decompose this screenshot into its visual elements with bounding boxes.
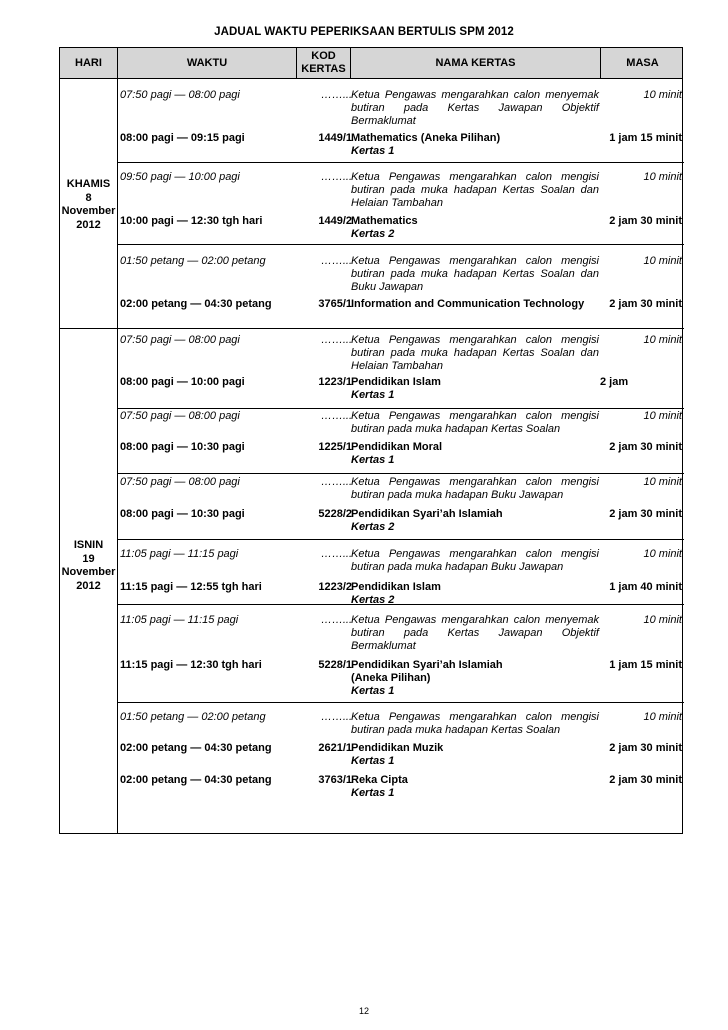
page-number: 12 — [358, 1006, 369, 1016]
paper-part: Kertas 2 — [351, 594, 395, 607]
day-separator — [60, 328, 117, 329]
column-divider — [296, 48, 297, 79]
waktu-cell: 07:50 pagi — 08:00 pagi — [120, 89, 240, 101]
paper-name: Pendidikan Islam — [351, 376, 441, 388]
header-masa: MASA — [626, 56, 659, 69]
row-separator — [117, 328, 684, 329]
waktu-cell: 07:50 pagi — 08:00 pagi — [120, 476, 240, 488]
day-year: 2012 — [76, 218, 101, 231]
paper-name: Pendidikan Syari’ah Islamiah — [351, 508, 503, 520]
masa-cell: 10 minit — [643, 334, 682, 346]
kod-cell: 3765/1 — [318, 298, 352, 310]
masa-cell: 1 jam 40 minit — [609, 581, 682, 593]
waktu-cell: 02:00 petang — 04:30 petang — [120, 742, 272, 754]
table-header — [60, 48, 682, 79]
kod-cell: ……... — [320, 711, 352, 723]
header-kod-line2: KERTAS — [301, 63, 346, 75]
waktu-cell: 11:05 pagi — 11:15 pagi — [120, 614, 239, 626]
masa-cell: 1 jam 15 minit — [609, 132, 682, 144]
masa-cell: 10 minit — [643, 410, 682, 422]
kod-cell: ……... — [320, 255, 352, 267]
column-divider — [117, 48, 118, 833]
kod-cell: 1225/1 — [318, 441, 352, 453]
paper-part: Kertas 1 — [351, 389, 395, 402]
kod-cell: ……... — [320, 548, 352, 560]
kod-cell: 5228/1 — [318, 659, 352, 671]
kod-cell: ……... — [320, 410, 352, 422]
day-name: ISNIN — [73, 539, 104, 551]
paper-part: Kertas 1 — [351, 454, 395, 467]
day-date: 8 — [85, 191, 92, 204]
paper-name: Pendidikan Syari’ah Islamiah — [351, 659, 503, 671]
nama-cell: Ketua Pengawas mengarahkan calon mengisi butiran pada muka hadapan Buku Jawapan — [351, 548, 599, 574]
waktu-cell: 11:15 pagi — 12:55 tgh hari — [120, 581, 262, 593]
header-hari: HARI — [75, 56, 102, 69]
row-separator — [117, 539, 684, 540]
kod-cell: 1449/2 — [318, 215, 352, 227]
paper-variant: (Aneka Pilihan) — [351, 672, 431, 685]
nama-cell: Information and Communication Technology — [351, 298, 585, 310]
row-separator — [117, 244, 684, 245]
column-divider — [350, 48, 351, 79]
nama-cell — [351, 132, 599, 158]
nama-cell — [351, 742, 599, 768]
header-nama-kertas: NAMA KERTAS — [435, 56, 516, 69]
waktu-cell: 08:00 pagi — 10:00 pagi — [120, 376, 245, 388]
paper-name: Reka Cipta — [351, 774, 408, 786]
masa-cell: 2 jam 30 minit — [609, 508, 682, 520]
header-kod-kertas — [297, 48, 350, 78]
nama-cell — [351, 581, 599, 607]
header-waktu: WAKTU — [186, 56, 228, 69]
page-title: JADUAL WAKTU PEPERIKSAAN BERTULIS SPM 2012 — [214, 26, 514, 38]
kod-cell: 1449/1 — [318, 132, 352, 144]
masa-cell: 2 jam 30 minit — [609, 441, 682, 453]
masa-cell: 10 minit — [643, 89, 682, 101]
day-month: November — [61, 566, 116, 578]
paper-name: Pendidikan Islam — [351, 581, 441, 593]
kod-cell: 3763/1 — [318, 774, 352, 786]
nama-cell: Ketua Pengawas mengarahkan calon mengisi butiran pada muka hadapan Kertas Soalan dan Helaian Tambahan — [351, 334, 599, 373]
kod-cell: ……... — [320, 614, 352, 626]
masa-cell: 2 jam 30 minit — [609, 774, 682, 786]
kod-cell: 2621/1 — [318, 742, 352, 754]
waktu-cell: 09:50 pagi — 10:00 pagi — [120, 171, 240, 183]
day-date: 19 — [82, 552, 95, 565]
nama-cell — [351, 215, 599, 241]
nama-cell — [351, 659, 599, 699]
waktu-cell: 10:00 pagi — 12:30 tgh hari — [120, 215, 263, 227]
day-year: 2012 — [76, 579, 101, 592]
paper-part: Kertas 1 — [351, 787, 395, 800]
masa-cell: 2 jam — [600, 376, 629, 388]
row-separator — [117, 162, 684, 163]
nama-cell — [351, 376, 599, 402]
nama-cell: Ketua Pengawas mengarahkan calon mengisi butiran pada muka hadapan Buku Jawapan — [351, 476, 599, 502]
kod-cell: 1223/1 — [318, 376, 352, 388]
paper-part: Kertas 1 — [351, 145, 395, 158]
kod-cell: ……... — [320, 476, 352, 488]
masa-cell: 10 minit — [643, 614, 682, 626]
waktu-cell: 07:50 pagi — 08:00 pagi — [120, 410, 240, 422]
nama-cell: Ketua Pengawas mengarahkan calon mengisi butiran pada muka hadapan Kertas Soalan — [351, 410, 599, 436]
masa-cell: 10 minit — [643, 711, 682, 723]
waktu-cell: 08:00 pagi — 09:15 pagi — [120, 132, 245, 144]
masa-cell: 2 jam 30 minit — [609, 215, 682, 227]
masa-cell: 1 jam 15 minit — [609, 659, 682, 671]
waktu-cell: 11:15 pagi — 12:30 tgh hari — [120, 659, 262, 671]
masa-cell: 2 jam 30 minit — [609, 742, 682, 754]
kod-cell: ……... — [320, 89, 352, 101]
paper-name: Pendidikan Moral — [351, 441, 443, 453]
row-separator — [117, 473, 684, 474]
masa-cell: 10 minit — [643, 476, 682, 488]
column-divider — [600, 48, 601, 79]
paper-part: Kertas 1 — [351, 755, 395, 768]
paper-name: Pendidikan Muzik — [351, 742, 444, 754]
masa-cell: 10 minit — [643, 171, 682, 183]
waktu-cell: 08:00 pagi — 10:30 pagi — [120, 508, 245, 520]
paper-name: Mathematics — [351, 215, 418, 227]
masa-cell: 10 minit — [643, 548, 682, 560]
paper-part: Kertas 2 — [351, 228, 395, 241]
day-isnin — [60, 539, 117, 593]
row-separator — [117, 408, 684, 409]
nama-cell — [351, 441, 599, 467]
kod-cell: 1223/2 — [318, 581, 352, 593]
nama-cell: Ketua Pengawas mengarahkan calon menyemak butiran pada Kertas Jawapan Objektif Bermaklumat — [351, 89, 599, 128]
nama-cell: Ketua Pengawas mengarahkan calon menyemak butiran pada Kertas Jawapan Objektif Bermaklumat — [351, 614, 599, 653]
waktu-cell: 07:50 pagi — 08:00 pagi — [120, 334, 240, 346]
nama-cell: Ketua Pengawas mengarahkan calon mengisi butiran pada muka hadapan Kertas Soalan dan Buku Jawapan — [351, 255, 599, 294]
masa-cell: 2 jam 30 minit — [609, 298, 682, 310]
paper-part: Kertas 2 — [351, 521, 395, 534]
waktu-cell: 02:00 petang — 04:30 petang — [120, 774, 272, 786]
header-kod-line1: KOD — [311, 50, 336, 62]
waktu-cell: 02:00 petang — 04:30 petang — [120, 298, 272, 310]
kod-cell: ……... — [320, 334, 352, 346]
waktu-cell: 01:50 petang — 02:00 petang — [120, 255, 266, 267]
day-month: November — [61, 205, 116, 217]
waktu-cell: 01:50 petang — 02:00 petang — [120, 711, 266, 723]
nama-cell: Ketua Pengawas mengarahkan calon mengisi butiran pada muka hadapan Kertas Soalan dan Helaian Tambahan — [351, 171, 599, 210]
nama-cell: Ketua Pengawas mengarahkan calon mengisi butiran pada muka hadapan Kertas Soalan — [351, 711, 599, 737]
paper-name: Mathematics (Aneka Pilihan) — [351, 132, 501, 144]
row-separator — [117, 702, 684, 703]
kod-cell: 5228/2 — [318, 508, 352, 520]
nama-cell — [351, 774, 599, 800]
kod-cell: ……... — [320, 171, 352, 183]
day-khamis — [60, 178, 117, 232]
timetable — [59, 47, 683, 834]
waktu-cell: 08:00 pagi — 10:30 pagi — [120, 441, 245, 453]
paper-part: Kertas 1 — [351, 685, 395, 698]
day-name: KHAMIS — [66, 178, 111, 190]
waktu-cell: 11:05 pagi — 11:15 pagi — [120, 548, 239, 560]
masa-cell: 10 minit — [643, 255, 682, 267]
nama-cell — [351, 508, 599, 534]
